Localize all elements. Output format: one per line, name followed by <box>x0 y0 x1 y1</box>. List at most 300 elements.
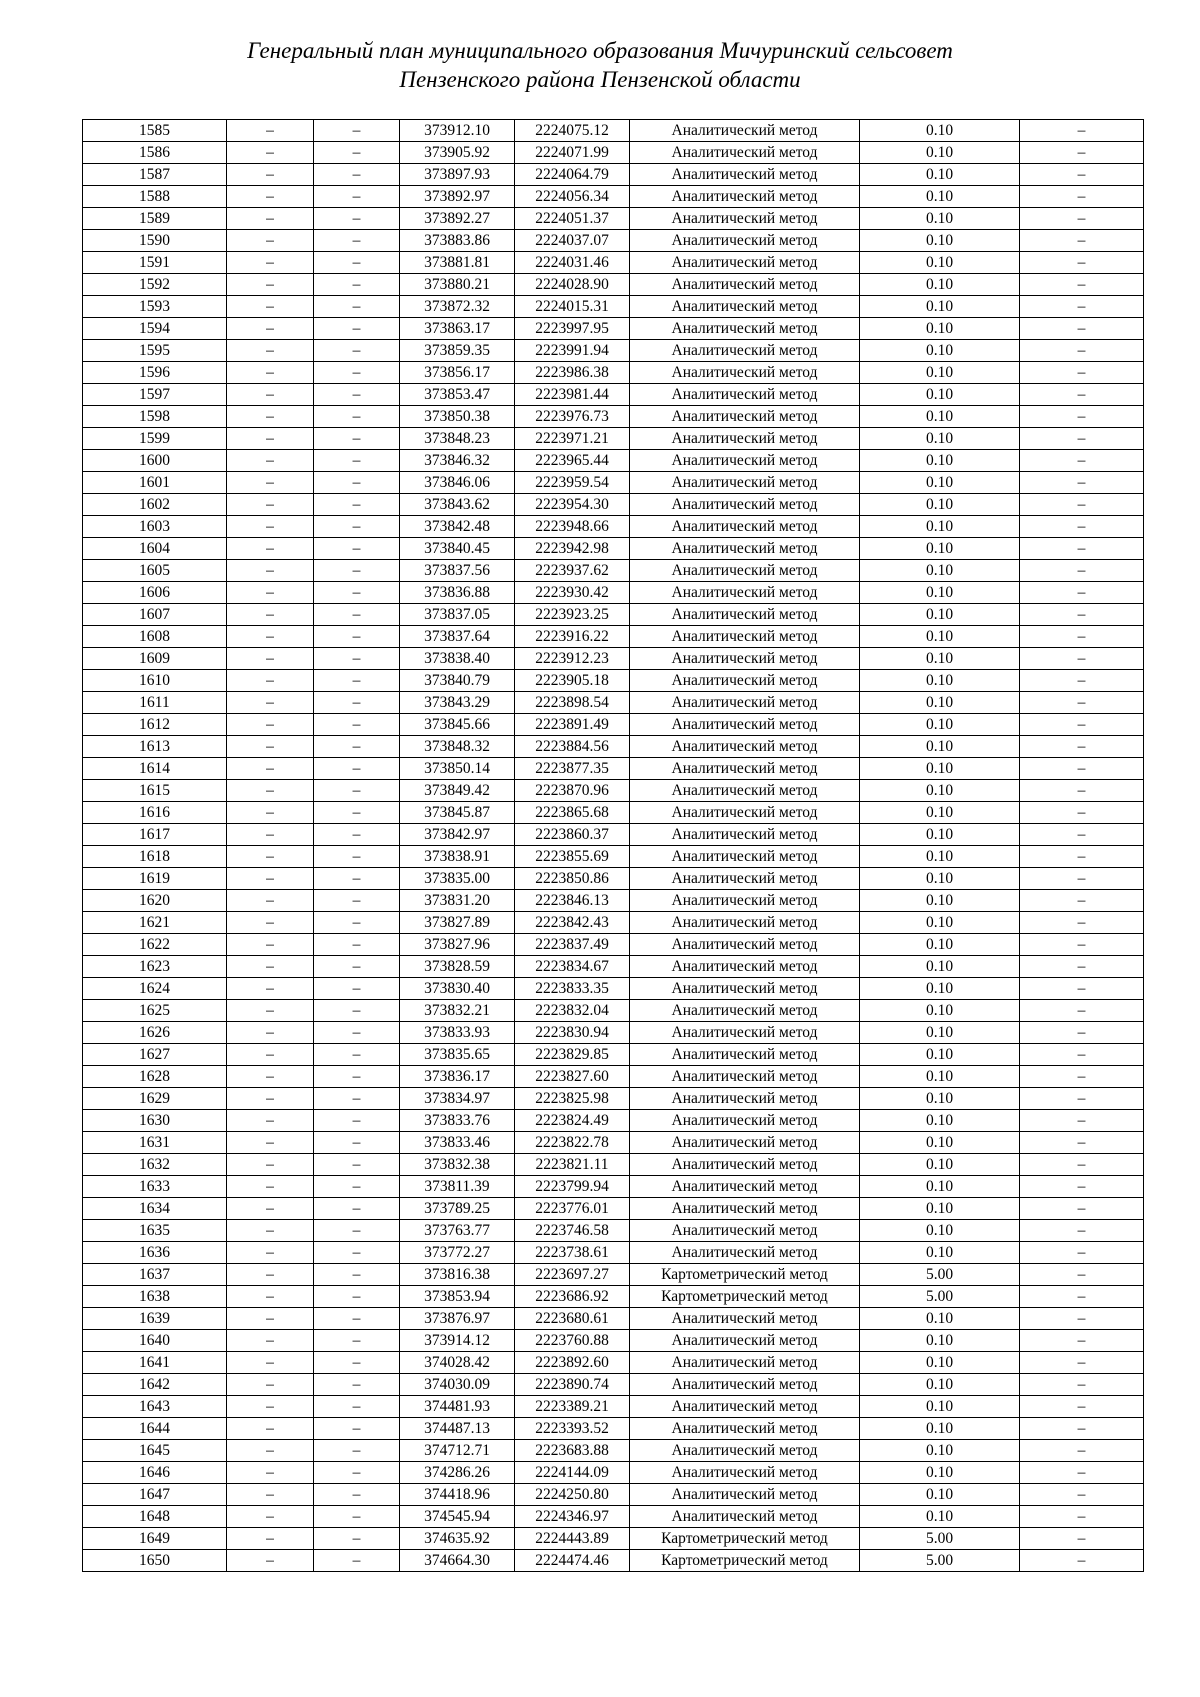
method-cell: Аналитический метод <box>630 692 860 714</box>
table-row <box>83 1264 1144 1286</box>
y-coordinate-cell: 2223680.61 <box>515 1308 630 1330</box>
method-cell: Аналитический метод <box>630 670 860 692</box>
column-2-cell: – <box>227 846 314 868</box>
column-2-cell: – <box>227 274 314 296</box>
column-2-cell: – <box>227 1088 314 1110</box>
column-3-cell: – <box>314 450 400 472</box>
method-cell: Аналитический метод <box>630 450 860 472</box>
accuracy-cell: 0.10 <box>860 1506 1020 1528</box>
column-3-cell: – <box>314 1132 400 1154</box>
method-cell: Аналитический метод <box>630 1242 860 1264</box>
table-row <box>83 120 1144 142</box>
column-3-cell: – <box>314 1066 400 1088</box>
accuracy-cell: 0.10 <box>860 538 1020 560</box>
method-cell: Аналитический метод <box>630 1396 860 1418</box>
column-2-cell: – <box>227 1462 314 1484</box>
x-coordinate-cell: 373850.38 <box>400 406 515 428</box>
accuracy-cell: 0.10 <box>860 1352 1020 1374</box>
column-2-cell: – <box>227 164 314 186</box>
method-cell: Аналитический метод <box>630 1352 860 1374</box>
method-cell: Аналитический метод <box>630 890 860 912</box>
table-row <box>83 714 1144 736</box>
document-header <box>0 36 1200 94</box>
y-coordinate-cell: 2223991.94 <box>515 340 630 362</box>
column-3-cell: – <box>314 582 400 604</box>
table-row <box>83 164 1144 186</box>
point-number-cell: 1610 <box>83 670 227 692</box>
method-cell: Аналитический метод <box>630 1000 860 1022</box>
x-coordinate-cell: 374712.71 <box>400 1440 515 1462</box>
y-coordinate-cell: 2223827.60 <box>515 1066 630 1088</box>
method-cell: Аналитический метод <box>630 274 860 296</box>
x-coordinate-cell: 373837.64 <box>400 626 515 648</box>
column-8-cell: – <box>1020 934 1144 956</box>
column-2-cell: – <box>227 1000 314 1022</box>
accuracy-cell: 0.10 <box>860 1220 1020 1242</box>
column-3-cell: – <box>314 1242 400 1264</box>
method-cell: Аналитический метод <box>630 406 860 428</box>
x-coordinate-cell: 373830.40 <box>400 978 515 1000</box>
column-2-cell: – <box>227 1308 314 1330</box>
table-row <box>83 296 1144 318</box>
column-8-cell: – <box>1020 1220 1144 1242</box>
column-3-cell: – <box>314 714 400 736</box>
column-3-cell: – <box>314 208 400 230</box>
point-number-cell: 1611 <box>83 692 227 714</box>
accuracy-cell: 0.10 <box>860 1044 1020 1066</box>
column-8-cell: – <box>1020 802 1144 824</box>
column-3-cell: – <box>314 472 400 494</box>
x-coordinate-cell: 373863.17 <box>400 318 515 340</box>
x-coordinate-cell: 373914.12 <box>400 1330 515 1352</box>
point-number-cell: 1609 <box>83 648 227 670</box>
method-cell: Аналитический метод <box>630 1176 860 1198</box>
method-cell: Аналитический метод <box>630 824 860 846</box>
x-coordinate-cell: 374664.30 <box>400 1550 515 1572</box>
table-row <box>83 1418 1144 1440</box>
y-coordinate-cell: 2223389.21 <box>515 1396 630 1418</box>
x-coordinate-cell: 373856.17 <box>400 362 515 384</box>
method-cell: Аналитический метод <box>630 758 860 780</box>
column-8-cell: – <box>1020 912 1144 934</box>
table-row <box>83 340 1144 362</box>
point-number-cell: 1607 <box>83 604 227 626</box>
accuracy-cell: 0.10 <box>860 1154 1020 1176</box>
document-title-line-2: Пензенского района Пензенской области <box>399 67 801 92</box>
accuracy-cell: 0.10 <box>860 274 1020 296</box>
y-coordinate-cell: 2224071.99 <box>515 142 630 164</box>
column-2-cell: – <box>227 1044 314 1066</box>
accuracy-cell: 0.10 <box>860 1440 1020 1462</box>
accuracy-cell: 0.10 <box>860 1198 1020 1220</box>
y-coordinate-cell: 2223930.42 <box>515 582 630 604</box>
column-3-cell: – <box>314 1308 400 1330</box>
x-coordinate-cell: 373845.87 <box>400 802 515 824</box>
column-8-cell: – <box>1020 956 1144 978</box>
column-2-cell: – <box>227 648 314 670</box>
x-coordinate-cell: 373881.81 <box>400 252 515 274</box>
coordinates-table <box>82 119 1144 1572</box>
column-3-cell: – <box>314 868 400 890</box>
x-coordinate-cell: 373853.94 <box>400 1286 515 1308</box>
column-3-cell: – <box>314 1286 400 1308</box>
point-number-cell: 1591 <box>83 252 227 274</box>
y-coordinate-cell: 2223971.21 <box>515 428 630 450</box>
column-2-cell: – <box>227 626 314 648</box>
point-number-cell: 1608 <box>83 626 227 648</box>
y-coordinate-cell: 2223799.94 <box>515 1176 630 1198</box>
y-coordinate-cell: 2224064.79 <box>515 164 630 186</box>
column-8-cell: – <box>1020 186 1144 208</box>
column-3-cell: – <box>314 230 400 252</box>
column-2-cell: – <box>227 1330 314 1352</box>
x-coordinate-cell: 373892.27 <box>400 208 515 230</box>
accuracy-cell: 0.10 <box>860 582 1020 604</box>
column-8-cell: – <box>1020 1484 1144 1506</box>
accuracy-cell: 0.10 <box>860 1396 1020 1418</box>
column-3-cell: – <box>314 1330 400 1352</box>
method-cell: Аналитический метод <box>630 1066 860 1088</box>
column-2-cell: – <box>227 1484 314 1506</box>
x-coordinate-cell: 374481.93 <box>400 1396 515 1418</box>
accuracy-cell: 0.10 <box>860 978 1020 1000</box>
column-2-cell: – <box>227 1286 314 1308</box>
column-8-cell: – <box>1020 120 1144 142</box>
column-8-cell: – <box>1020 1330 1144 1352</box>
method-cell: Аналитический метод <box>630 384 860 406</box>
y-coordinate-cell: 2223981.44 <box>515 384 630 406</box>
x-coordinate-cell: 373836.88 <box>400 582 515 604</box>
point-number-cell: 1636 <box>83 1242 227 1264</box>
column-3-cell: – <box>314 186 400 208</box>
column-8-cell: – <box>1020 208 1144 230</box>
point-number-cell: 1595 <box>83 340 227 362</box>
column-2-cell: – <box>227 912 314 934</box>
x-coordinate-cell: 373835.00 <box>400 868 515 890</box>
y-coordinate-cell: 2223824.49 <box>515 1110 630 1132</box>
accuracy-cell: 0.10 <box>860 120 1020 142</box>
column-8-cell: – <box>1020 1022 1144 1044</box>
x-coordinate-cell: 373833.46 <box>400 1132 515 1154</box>
method-cell: Аналитический метод <box>630 1440 860 1462</box>
column-3-cell: – <box>314 1550 400 1572</box>
method-cell: Аналитический метод <box>630 1484 860 1506</box>
column-2-cell: – <box>227 736 314 758</box>
point-number-cell: 1630 <box>83 1110 227 1132</box>
column-2-cell: – <box>227 1374 314 1396</box>
point-number-cell: 1614 <box>83 758 227 780</box>
column-8-cell: – <box>1020 406 1144 428</box>
column-2-cell: – <box>227 494 314 516</box>
accuracy-cell: 0.10 <box>860 802 1020 824</box>
column-8-cell: – <box>1020 340 1144 362</box>
point-number-cell: 1600 <box>83 450 227 472</box>
y-coordinate-cell: 2223891.49 <box>515 714 630 736</box>
table-row <box>83 846 1144 868</box>
x-coordinate-cell: 373883.86 <box>400 230 515 252</box>
table-row <box>83 626 1144 648</box>
x-coordinate-cell: 373836.17 <box>400 1066 515 1088</box>
x-coordinate-cell: 373905.92 <box>400 142 515 164</box>
column-8-cell: – <box>1020 736 1144 758</box>
column-2-cell: – <box>227 582 314 604</box>
y-coordinate-cell: 2223976.73 <box>515 406 630 428</box>
table-row <box>83 406 1144 428</box>
y-coordinate-cell: 2223959.54 <box>515 472 630 494</box>
column-2-cell: – <box>227 890 314 912</box>
method-cell: Аналитический метод <box>630 736 860 758</box>
accuracy-cell: 0.10 <box>860 340 1020 362</box>
accuracy-cell: 5.00 <box>860 1528 1020 1550</box>
column-3-cell: – <box>314 560 400 582</box>
column-2-cell: – <box>227 1110 314 1132</box>
method-cell: Аналитический метод <box>630 1374 860 1396</box>
point-number-cell: 1631 <box>83 1132 227 1154</box>
y-coordinate-cell: 2223776.01 <box>515 1198 630 1220</box>
method-cell: Картометрический метод <box>630 1550 860 1572</box>
column-2-cell: – <box>227 120 314 142</box>
column-3-cell: – <box>314 252 400 274</box>
x-coordinate-cell: 373835.65 <box>400 1044 515 1066</box>
table-row <box>83 450 1144 472</box>
x-coordinate-cell: 373912.10 <box>400 120 515 142</box>
column-2-cell: – <box>227 1264 314 1286</box>
column-8-cell: – <box>1020 296 1144 318</box>
column-8-cell: – <box>1020 1066 1144 1088</box>
x-coordinate-cell: 373832.38 <box>400 1154 515 1176</box>
y-coordinate-cell: 2223834.67 <box>515 956 630 978</box>
y-coordinate-cell: 2224443.89 <box>515 1528 630 1550</box>
y-coordinate-cell: 2223890.74 <box>515 1374 630 1396</box>
table-row <box>83 1110 1144 1132</box>
point-number-cell: 1601 <box>83 472 227 494</box>
column-2-cell: – <box>227 1418 314 1440</box>
column-2-cell: – <box>227 340 314 362</box>
accuracy-cell: 0.10 <box>860 1462 1020 1484</box>
column-2-cell: – <box>227 318 314 340</box>
x-coordinate-cell: 373848.32 <box>400 736 515 758</box>
method-cell: Аналитический метод <box>630 494 860 516</box>
method-cell: Аналитический метод <box>630 1198 860 1220</box>
column-3-cell: – <box>314 604 400 626</box>
point-number-cell: 1597 <box>83 384 227 406</box>
column-8-cell: – <box>1020 758 1144 780</box>
y-coordinate-cell: 2223837.49 <box>515 934 630 956</box>
column-2-cell: – <box>227 362 314 384</box>
column-3-cell: – <box>314 1484 400 1506</box>
column-2-cell: – <box>227 230 314 252</box>
table-row <box>83 1044 1144 1066</box>
accuracy-cell: 0.10 <box>860 648 1020 670</box>
column-8-cell: – <box>1020 384 1144 406</box>
column-8-cell: – <box>1020 780 1144 802</box>
accuracy-cell: 0.10 <box>860 912 1020 934</box>
column-8-cell: – <box>1020 868 1144 890</box>
column-3-cell: – <box>314 758 400 780</box>
table-row <box>83 604 1144 626</box>
column-8-cell: – <box>1020 318 1144 340</box>
column-8-cell: – <box>1020 252 1144 274</box>
column-2-cell: – <box>227 1066 314 1088</box>
method-cell: Аналитический метод <box>630 1418 860 1440</box>
column-2-cell: – <box>227 1176 314 1198</box>
column-8-cell: – <box>1020 890 1144 912</box>
point-number-cell: 1649 <box>83 1528 227 1550</box>
y-coordinate-cell: 2223850.86 <box>515 868 630 890</box>
y-coordinate-cell: 2223846.13 <box>515 890 630 912</box>
column-3-cell: – <box>314 362 400 384</box>
accuracy-cell: 0.10 <box>860 956 1020 978</box>
column-3-cell: – <box>314 1462 400 1484</box>
column-8-cell: – <box>1020 1308 1144 1330</box>
point-number-cell: 1626 <box>83 1022 227 1044</box>
column-3-cell: – <box>314 1352 400 1374</box>
y-coordinate-cell: 2224346.97 <box>515 1506 630 1528</box>
point-number-cell: 1629 <box>83 1088 227 1110</box>
method-cell: Аналитический метод <box>630 362 860 384</box>
column-8-cell: – <box>1020 1110 1144 1132</box>
table-row <box>83 186 1144 208</box>
column-3-cell: – <box>314 890 400 912</box>
method-cell: Аналитический метод <box>630 1088 860 1110</box>
column-3-cell: – <box>314 956 400 978</box>
accuracy-cell: 0.10 <box>860 186 1020 208</box>
table-row <box>83 912 1144 934</box>
accuracy-cell: 0.10 <box>860 516 1020 538</box>
method-cell: Аналитический метод <box>630 560 860 582</box>
table-row <box>83 1330 1144 1352</box>
y-coordinate-cell: 2223393.52 <box>515 1418 630 1440</box>
column-8-cell: – <box>1020 142 1144 164</box>
table-row <box>83 560 1144 582</box>
column-8-cell: – <box>1020 670 1144 692</box>
point-number-cell: 1604 <box>83 538 227 560</box>
y-coordinate-cell: 2224037.07 <box>515 230 630 252</box>
method-cell: Аналитический метод <box>630 428 860 450</box>
accuracy-cell: 0.10 <box>860 252 1020 274</box>
accuracy-cell: 5.00 <box>860 1550 1020 1572</box>
column-2-cell: – <box>227 1506 314 1528</box>
accuracy-cell: 0.10 <box>860 1110 1020 1132</box>
column-2-cell: – <box>227 604 314 626</box>
column-8-cell: – <box>1020 582 1144 604</box>
x-coordinate-cell: 373843.29 <box>400 692 515 714</box>
column-8-cell: – <box>1020 164 1144 186</box>
table-row <box>83 1000 1144 1022</box>
y-coordinate-cell: 2224474.46 <box>515 1550 630 1572</box>
column-8-cell: – <box>1020 604 1144 626</box>
column-2-cell: – <box>227 472 314 494</box>
point-number-cell: 1612 <box>83 714 227 736</box>
column-8-cell: – <box>1020 692 1144 714</box>
y-coordinate-cell: 2223954.30 <box>515 494 630 516</box>
column-3-cell: – <box>314 120 400 142</box>
column-3-cell: – <box>314 406 400 428</box>
table-row <box>83 1198 1144 1220</box>
column-8-cell: – <box>1020 714 1144 736</box>
y-coordinate-cell: 2223898.54 <box>515 692 630 714</box>
x-coordinate-cell: 374487.13 <box>400 1418 515 1440</box>
column-2-cell: – <box>227 1132 314 1154</box>
x-coordinate-cell: 373849.42 <box>400 780 515 802</box>
accuracy-cell: 0.10 <box>860 780 1020 802</box>
table-row <box>83 824 1144 846</box>
x-coordinate-cell: 373842.48 <box>400 516 515 538</box>
table-row <box>83 736 1144 758</box>
column-2-cell: – <box>227 252 314 274</box>
column-3-cell: – <box>314 780 400 802</box>
method-cell: Аналитический метод <box>630 1330 860 1352</box>
method-cell: Аналитический метод <box>630 1044 860 1066</box>
point-number-cell: 1628 <box>83 1066 227 1088</box>
column-8-cell: – <box>1020 428 1144 450</box>
method-cell: Аналитический метод <box>630 868 860 890</box>
method-cell: Аналитический метод <box>630 956 860 978</box>
accuracy-cell: 0.10 <box>860 714 1020 736</box>
column-2-cell: – <box>227 934 314 956</box>
method-cell: Аналитический метод <box>630 208 860 230</box>
table-row <box>83 1440 1144 1462</box>
y-coordinate-cell: 2223822.78 <box>515 1132 630 1154</box>
accuracy-cell: 0.10 <box>860 406 1020 428</box>
x-coordinate-cell: 373789.25 <box>400 1198 515 1220</box>
column-3-cell: – <box>314 626 400 648</box>
x-coordinate-cell: 373811.39 <box>400 1176 515 1198</box>
column-8-cell: – <box>1020 1286 1144 1308</box>
method-cell: Аналитический метод <box>630 582 860 604</box>
x-coordinate-cell: 374028.42 <box>400 1352 515 1374</box>
y-coordinate-cell: 2223877.35 <box>515 758 630 780</box>
column-2-cell: – <box>227 384 314 406</box>
x-coordinate-cell: 373846.06 <box>400 472 515 494</box>
x-coordinate-cell: 373850.14 <box>400 758 515 780</box>
column-3-cell: – <box>314 340 400 362</box>
column-8-cell: – <box>1020 1132 1144 1154</box>
accuracy-cell: 5.00 <box>860 1286 1020 1308</box>
column-8-cell: – <box>1020 1550 1144 1572</box>
y-coordinate-cell: 2224031.46 <box>515 252 630 274</box>
y-coordinate-cell: 2223892.60 <box>515 1352 630 1374</box>
accuracy-cell: 0.10 <box>860 824 1020 846</box>
column-3-cell: – <box>314 1198 400 1220</box>
coordinates-table-body <box>83 120 1144 1572</box>
point-number-cell: 1616 <box>83 802 227 824</box>
point-number-cell: 1639 <box>83 1308 227 1330</box>
point-number-cell: 1606 <box>83 582 227 604</box>
column-8-cell: – <box>1020 824 1144 846</box>
method-cell: Аналитический метод <box>630 142 860 164</box>
y-coordinate-cell: 2223870.96 <box>515 780 630 802</box>
method-cell: Аналитический метод <box>630 780 860 802</box>
table-row <box>83 230 1144 252</box>
column-2-cell: – <box>227 1396 314 1418</box>
column-2-cell: – <box>227 978 314 1000</box>
table-row <box>83 582 1144 604</box>
accuracy-cell: 0.10 <box>860 428 1020 450</box>
accuracy-cell: 0.10 <box>860 1000 1020 1022</box>
column-8-cell: – <box>1020 1440 1144 1462</box>
point-number-cell: 1624 <box>83 978 227 1000</box>
table-row <box>83 538 1144 560</box>
table-row <box>83 1528 1144 1550</box>
x-coordinate-cell: 373833.76 <box>400 1110 515 1132</box>
y-coordinate-cell: 2223986.38 <box>515 362 630 384</box>
column-2-cell: – <box>227 428 314 450</box>
accuracy-cell: 0.10 <box>860 142 1020 164</box>
column-8-cell: – <box>1020 1264 1144 1286</box>
point-number-cell: 1602 <box>83 494 227 516</box>
column-3-cell: – <box>314 274 400 296</box>
